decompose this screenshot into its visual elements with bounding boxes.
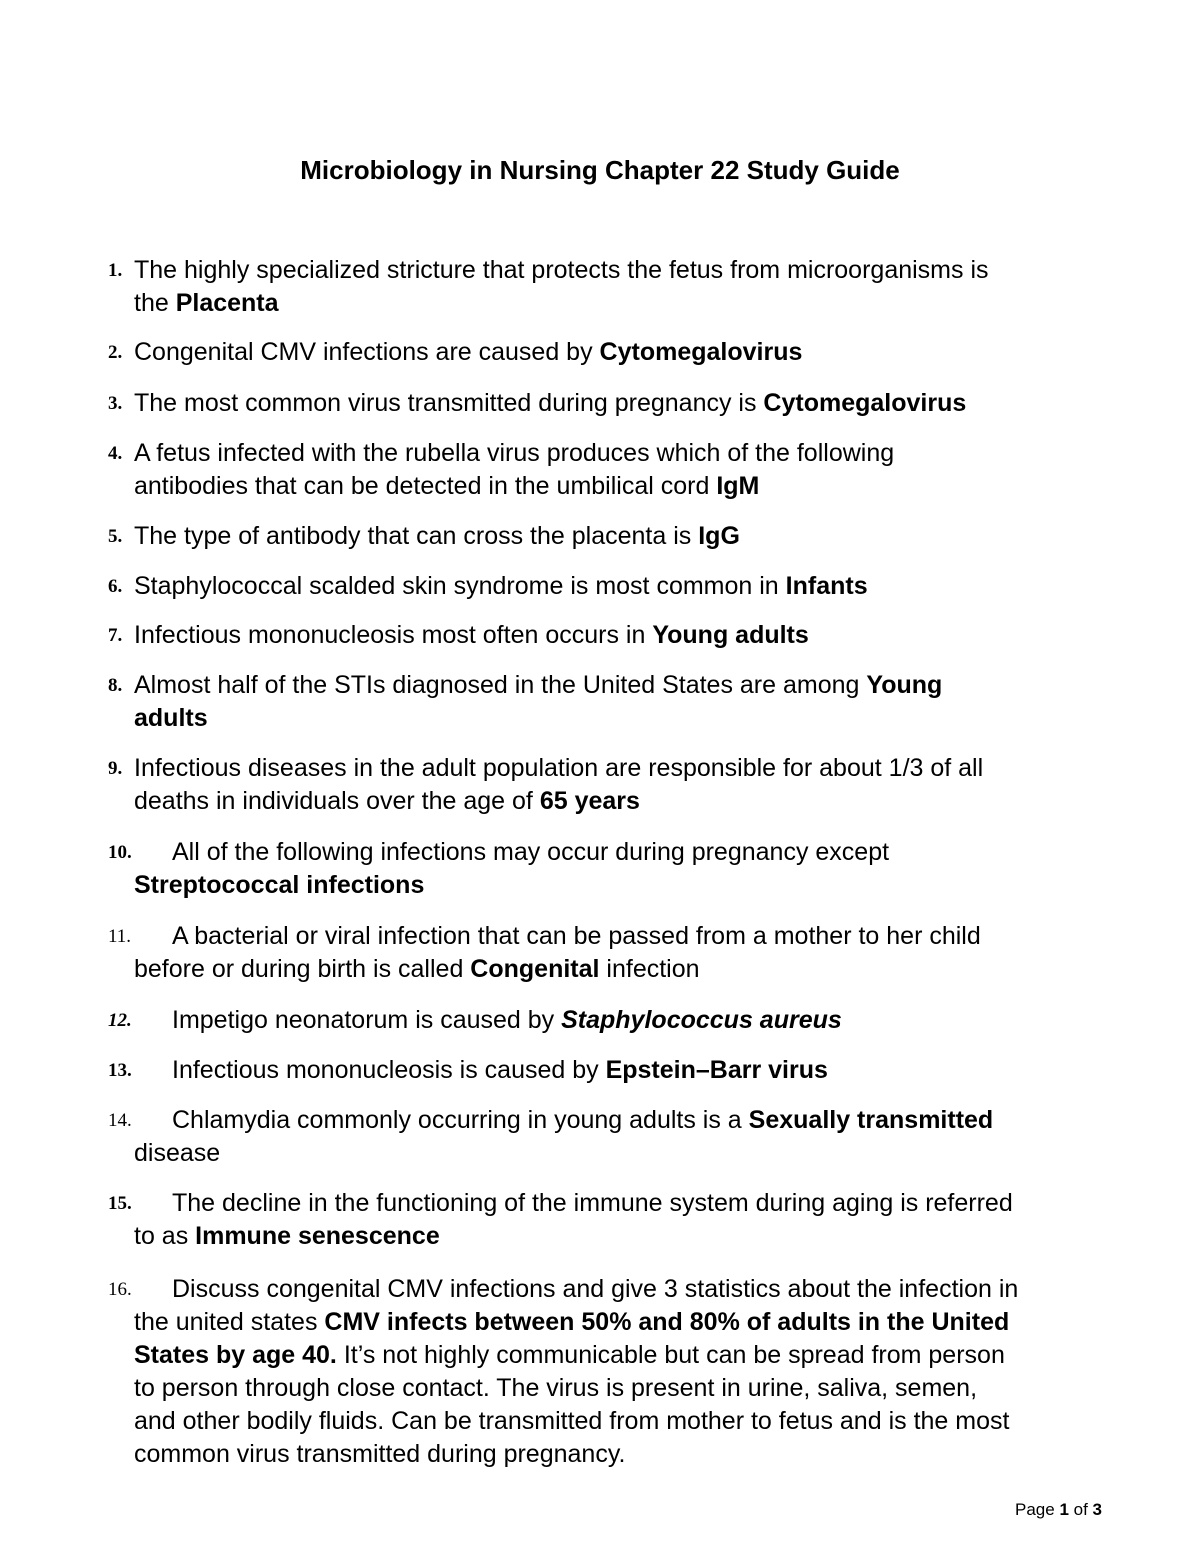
- question-number: 2.: [108, 342, 123, 363]
- question-number: 14.: [108, 1110, 132, 1131]
- question-text: All of the following infections may occur during pregnancy except: [172, 838, 890, 866]
- answer: Sexually transmitted: [748, 1106, 994, 1134]
- answer: Placenta: [175, 289, 279, 317]
- answer: Cytomegalovirus: [763, 389, 967, 417]
- answer: 65 years: [539, 787, 640, 815]
- page-footer: [1015, 1500, 1102, 1520]
- question-number: 12.: [108, 1010, 132, 1031]
- question-12: [108, 1004, 1108, 1037]
- answer-detail: and other bodily fluids. Can be transmitted from mother to fetus and is the most: [134, 1407, 1010, 1435]
- question-continuation: to as: [134, 1222, 196, 1250]
- question-14: [108, 1104, 1108, 1170]
- question-number: 6.: [108, 576, 123, 597]
- question-continuation: the Placenta: [134, 289, 279, 317]
- question-tail: infection: [599, 955, 700, 983]
- page-number: 1: [1059, 1500, 1069, 1519]
- answer: Infants: [785, 572, 868, 600]
- question-13: [108, 1054, 1108, 1087]
- question-number: 8.: [108, 675, 123, 696]
- page-total: 3: [1092, 1500, 1102, 1519]
- question-11: [108, 920, 1108, 986]
- question-number: 15.: [108, 1193, 132, 1214]
- answer: IgG: [698, 522, 740, 550]
- question-number: 9.: [108, 758, 123, 779]
- answer: CMV infects between 50% and 80% of adults in the United: [324, 1308, 1010, 1336]
- question-text: Infectious diseases in the adult population are responsible for about 1/3 of all: [134, 754, 984, 782]
- question-text: The highly specialized stricture that protects the fetus from microorganisms is: [134, 256, 989, 284]
- question-text: Almost half of the STIs diagnosed in the United States are among: [134, 671, 867, 699]
- answer-continuation: States by age 40.: [134, 1341, 337, 1369]
- question-number: 5.: [108, 526, 123, 547]
- question-number: 7.: [108, 625, 123, 646]
- answer-detail: common virus transmitted during pregnancy.: [134, 1440, 626, 1468]
- question-text: Infectious mononucleosis is caused by: [172, 1056, 606, 1084]
- answer-detail: It’s not highly communicable but can be spread from person: [336, 1341, 1005, 1369]
- footer-of: of: [1068, 1500, 1093, 1519]
- question-number: 11.: [108, 926, 132, 947]
- answer: Streptococcal infections: [134, 871, 425, 899]
- answer: Congenital: [470, 955, 600, 983]
- question-text: Impetigo neonatorum is caused by: [172, 1006, 562, 1034]
- question-15: [108, 1187, 1108, 1253]
- question-8: [108, 669, 1108, 735]
- question-7: [108, 619, 1108, 652]
- question-text: Staphylococcal scalded skin syndrome is most common in: [134, 572, 786, 600]
- answer-continuation: adults: [134, 704, 208, 732]
- question-6: [108, 570, 1108, 603]
- question-number: 1.: [108, 260, 123, 281]
- question-5: [108, 520, 1108, 553]
- answer: Staphylococcus aureus: [561, 1006, 842, 1034]
- answer: IgM: [716, 472, 760, 500]
- answer-detail: to person through close contact. The virus is present in urine, saliva, semen,: [134, 1374, 978, 1402]
- question-continuation: deaths in individuals over the age of: [134, 787, 540, 815]
- answer: Cytomegalovirus: [599, 338, 803, 366]
- question-text: A fetus infected with the rubella virus produces which of the following: [134, 439, 895, 467]
- question-text: The decline in the functioning of the immune system during aging is referred: [172, 1189, 1013, 1217]
- question-10: [108, 836, 1108, 902]
- question-text: Discuss congenital CMV infections and give 3 statistics about the infection in: [172, 1275, 1019, 1303]
- page-title: Microbiology in Nursing Chapter 22 Study Guide: [300, 155, 900, 185]
- question-continuation: the united states: [134, 1308, 325, 1336]
- question-2: [108, 336, 1108, 369]
- question-3: [108, 387, 1108, 420]
- question-9: [108, 752, 1108, 818]
- question-text: Chlamydia commonly occurring in young adults is a: [172, 1106, 749, 1134]
- question-number: 16.: [108, 1279, 132, 1300]
- question-text: The most common virus transmitted during pregnancy is: [134, 389, 764, 417]
- question-text: The type of antibody that can cross the placenta is: [134, 522, 699, 550]
- question-number: 3.: [108, 393, 123, 414]
- question-number: 13.: [108, 1060, 132, 1081]
- question-1: [108, 254, 1108, 320]
- answer: Young adults: [652, 621, 809, 649]
- question-text: Congenital CMV infections are caused by: [134, 338, 600, 366]
- answer: Immune senescence: [195, 1222, 440, 1250]
- answer: Young: [866, 671, 943, 699]
- question-4: [108, 437, 1108, 503]
- answer: Epstein–Barr virus: [605, 1056, 828, 1084]
- question-tail: disease: [134, 1139, 221, 1167]
- question-number: 10.: [108, 842, 132, 863]
- question-16: [108, 1273, 1108, 1471]
- question-continuation: before or during birth is called: [134, 955, 471, 983]
- question-continuation: antibodies that can be detected in the umbilical cord: [134, 472, 717, 500]
- footer-prefix: Page: [1015, 1500, 1060, 1519]
- question-text: Infectious mononucleosis most often occurs in: [134, 621, 653, 649]
- question-number: 4.: [108, 443, 123, 464]
- question-text: A bacterial or viral infection that can be passed from a mother to her child: [172, 922, 981, 950]
